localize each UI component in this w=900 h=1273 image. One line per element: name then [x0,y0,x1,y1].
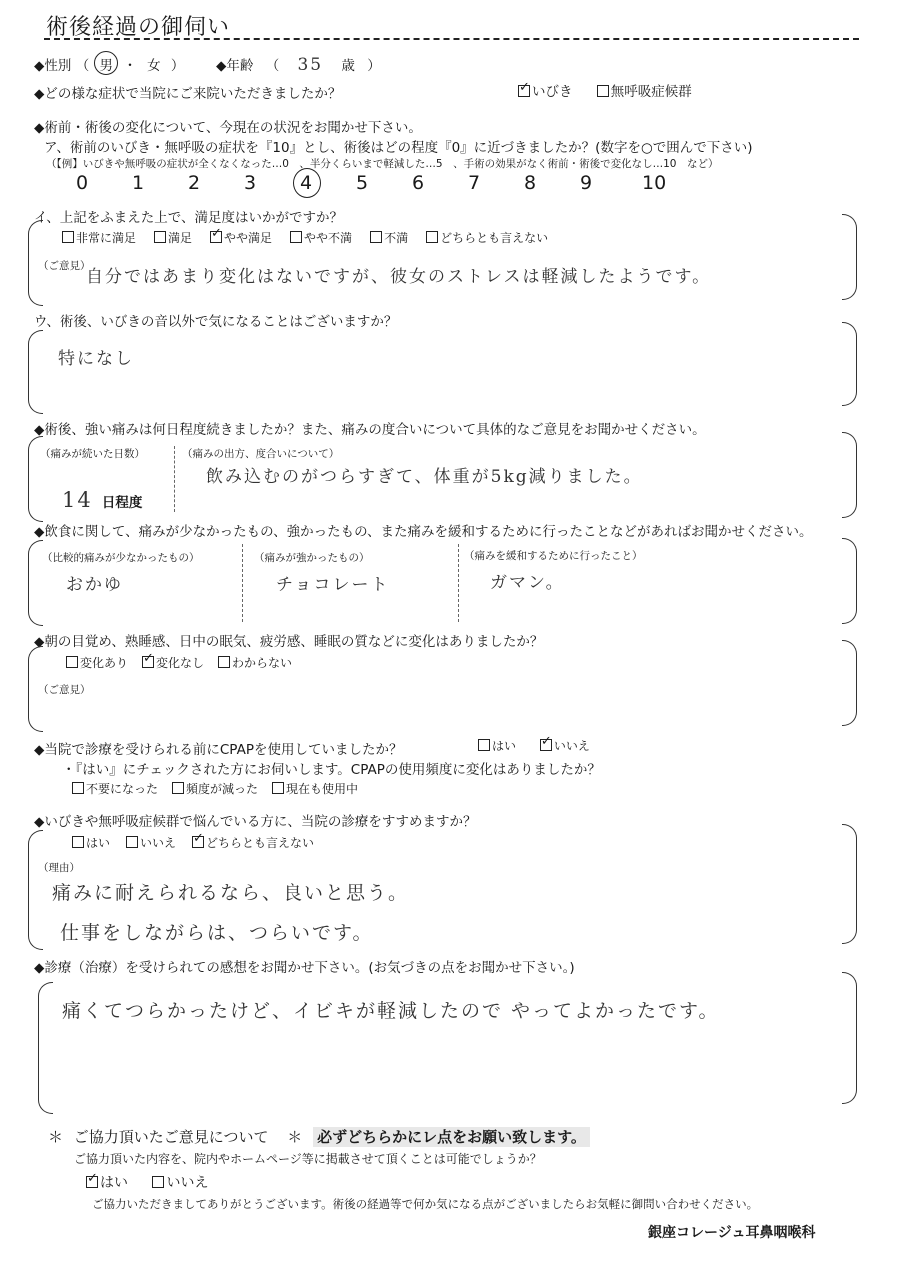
consent-options [86,1172,208,1192]
impression-question: ◆診療（治療）を受けられての感想をお聞かせ下さい。(お気づきの点をお聞かせ下さい。) [34,960,575,976]
food-col2[interactable]: チョコレート [276,575,390,595]
symptom-question: ◆どの様な症状で当院にご来院いただきましたか？ [34,86,342,102]
asterisk-icon: ＊ [287,1128,303,1146]
cpap-yes[interactable] [478,739,516,753]
option-item[interactable] [154,231,192,245]
option-item[interactable] [172,782,258,796]
food-divider [242,544,243,622]
bracket-left [28,540,43,626]
bracket-right [842,432,857,518]
recommend-options [72,834,330,851]
title-divider [44,38,859,40]
option-label: やや不満 [304,231,353,245]
scale-number[interactable]: 4 [300,172,313,194]
change-instruction: ア、術前のいびき・無呼吸の症状を『10』とし、術後はどの程度『0』に近づきましたか？(数字を○で囲んで下さい) [44,140,753,156]
gender-row [34,54,184,74]
option-label: どちらとも言えない [206,836,315,850]
option-item[interactable] [66,656,128,670]
checkbox-icon [154,231,166,243]
sleep-opinion-label: （ご意見） [38,684,91,696]
pain-days-value[interactable]: 14 [62,488,93,512]
gender-male[interactable] [99,54,113,74]
option-label: 不満 [384,231,409,245]
option-item[interactable] [272,782,358,796]
cpap-yes-label: はい [492,739,517,753]
checkbox-icon [272,782,284,794]
checkbox-icon [172,782,184,794]
option-item[interactable] [62,231,136,245]
gender-open-paren: （ [75,58,90,74]
checkbox-icon [210,231,222,243]
change-example: （【例】いびきや無呼吸の症状が全くなくなった…0 、半分くらいまで軽減した…5 、手術の効果がなく術前・術後で変化なし…10 など） [46,158,719,170]
checkbox-icon [72,836,84,848]
bracket-left [28,830,43,950]
age-unit: 歳 [341,58,355,74]
consent-heading [48,1126,590,1147]
checkbox-icon [86,1176,98,1188]
checkbox-icon [370,231,382,243]
option-label: やや満足 [224,231,273,245]
bracket-left [38,982,53,1114]
age-row [216,54,381,75]
consent-question: ご協力頂いた内容を、院内やホームページ等に掲載させて頂くことは可能でしょうか？ [74,1152,542,1166]
option-label: 満足 [168,231,193,245]
cpap-sub-options [72,780,372,797]
gender-female[interactable]: 女 [147,58,161,74]
recommend-reason-label: （理由） [38,862,80,874]
food-col2-label: （痛みが強かったもの） [254,552,370,564]
food-col3[interactable]: ガマン。 [490,573,565,593]
option-item[interactable] [426,231,548,245]
opinion-label: （ご意見） [38,260,91,272]
option-label: いいえ [140,836,177,850]
scale-selected-circle [293,168,321,198]
consent-title: ご協力頂いたご意見について [73,1128,269,1146]
checkbox-icon [152,1176,164,1188]
recommend-reason-line2[interactable]: 仕事をしながらは、つらいです。 [60,922,374,944]
pain-days-unit: 日程度 [101,495,143,511]
impression-answer[interactable]: 痛くてつらかったけど、イビキが軽減したので やってよかったです。 [62,1000,720,1022]
scale-number[interactable]: 6 [412,172,425,194]
checkbox-icon [597,85,609,97]
option-label: 非常に満足 [76,231,137,245]
consent-no[interactable] [152,1175,208,1191]
bracket-right [842,322,857,406]
option-item[interactable] [370,231,408,245]
option-item[interactable] [290,231,352,245]
option-label: 変化なし [156,656,205,670]
bracket-right [842,538,857,624]
thanks-text: ご協力いただきましてありがとうございます。術後の経過等で何か気になる点がございましたらお気軽に御問い合わせください。 [92,1197,759,1211]
scale-number[interactable]: 1 [132,172,145,194]
checkbox-icon [142,656,154,668]
option-item[interactable] [72,782,158,796]
age-label: ◆年齢 [216,58,254,74]
food-col1-label: （比較的痛みが少なかったもの） [42,552,200,564]
checkbox-icon [62,231,74,243]
other-question: ウ、術後、いびきの音以外で気になることはございますか？ [34,314,398,330]
age-close-paren: ） [367,58,381,74]
satisfaction-question: イ、上記をふまえた上で、満足度はいかがですか？ [34,210,344,226]
scale-number[interactable]: 7 [468,172,481,194]
food-col1[interactable]: おかゆ [66,575,123,595]
checkbox-icon [290,231,302,243]
symptom-option-label: 無呼吸症候群 [610,84,692,100]
gender-close-paren: ） [170,58,185,74]
option-item[interactable] [72,836,110,850]
symptom-option-snoring[interactable] [518,84,573,100]
checkbox-icon [540,739,552,751]
scale-number[interactable]: 5 [356,172,369,194]
page-title: 術後経過の御伺い [46,15,231,40]
bracket-right [842,214,857,300]
checkbox-icon [126,836,138,848]
bracket-right [842,640,857,726]
age-value[interactable]: 35 [297,55,324,75]
option-item[interactable] [142,656,204,670]
asterisk-icon: ＊ [48,1128,64,1146]
option-label: 変化あり [80,656,129,670]
consent-yes-label: はい [100,1175,128,1191]
satisfaction-opinion[interactable]: 自分ではあまり変化はないですが、彼女のストレスは軽減したようです。 [86,267,712,287]
pain-divider [174,446,175,512]
recommend-reason-line1[interactable]: 痛みに耐えられるなら、良いと思う。 [52,882,410,904]
cpap-no[interactable] [540,739,590,753]
symptom-option-label: いびき [532,84,573,100]
age-open-paren: （ [265,58,280,74]
food-col3-label: （痛みを緩和するために行ったこと） [464,550,643,562]
option-label: 不要になった [86,782,159,796]
option-label: 頻度が減った [186,782,259,796]
checkbox-icon [518,85,530,97]
cpap-question: ◆当院で診療を受けられる前にCPAPを使用していましたか？ [34,742,403,758]
checkbox-icon [66,656,78,668]
change-heading: ◆術前・術後の変化について、今現在の状況をお聞かせ下さい。 [34,120,422,136]
option-item[interactable] [210,231,272,245]
consent-must: 必ずどちらかにレ点をお願い致します。 [313,1127,590,1147]
checkbox-icon [426,231,438,243]
scale-number[interactable]: 10 [642,172,667,194]
bracket-left [28,330,43,414]
satisfaction-options [62,229,566,246]
gender-label: ◆性別 [34,58,72,74]
clinic-name: 銀座コレージュ耳鼻咽喉科 [648,1225,816,1241]
consent-no-label: いいえ [166,1175,209,1191]
scale-number[interactable]: 0 [76,172,89,194]
option-label: 現在も使用中 [286,782,359,796]
scale-number[interactable]: 3 [244,172,257,194]
cpap-options [478,737,590,754]
bracket-right [842,824,857,944]
food-question: ◆飲食に関して、痛みが少なかったもの、強かったもの、また痛みを緩和するために行ったことなどがあればお聞かせください。 [34,524,813,540]
gender-dot: ・ [123,58,137,74]
option-label: わからない [232,656,293,670]
pain-days-label: （痛みが続いた日数） [40,448,145,460]
checkbox-icon [478,739,490,751]
checkbox-icon [218,656,230,668]
other-answer[interactable]: 特になし [58,349,134,369]
sleep-options [66,654,306,671]
scale-number[interactable]: 9 [580,172,593,194]
gender-male-circle [94,51,118,75]
recommend-question: ◆いびきや無呼吸症候群で悩んでいる方に、当院の診療をすすめますか？ [34,814,477,830]
bracket-right [842,972,857,1104]
option-item[interactable] [192,836,314,850]
checkbox-icon [72,782,84,794]
cpap-no-label: いいえ [553,739,590,753]
option-label: どちらとも言えない [440,231,549,245]
sleep-question: ◆朝の目覚め、熟睡感、日中の眠気、疲労感、睡眠の質などに変化はありましたか？ [34,634,544,650]
pain-detail[interactable]: 飲み込むのがつらすぎて、体重が5kg減りました。 [206,467,643,487]
food-divider [458,544,459,622]
symptom-option-apnea[interactable] [597,84,692,100]
scale-number[interactable]: 8 [524,172,537,194]
cpap-subquestion: ・『はい』にチェックされた方にお伺いします。CPAPの使用頻度に変化はありましたか？ [62,762,601,778]
pain-question: ◆術後、強い痛みは何日程度続きましたか？また、痛みの度合いについて具体的なご意見をお聞かせください。 [34,422,706,438]
option-label: はい [86,836,111,850]
consent-yes[interactable] [86,1175,128,1191]
scale-number[interactable]: 2 [188,172,201,194]
pain-detail-label: （痛みの出方、度合いについて） [182,448,340,460]
symptom-options [518,80,692,100]
option-item[interactable] [126,836,176,850]
gender-male-label: 男 [99,58,113,74]
pain-days [62,488,142,512]
option-item[interactable] [218,656,292,670]
checkbox-icon [192,836,204,848]
